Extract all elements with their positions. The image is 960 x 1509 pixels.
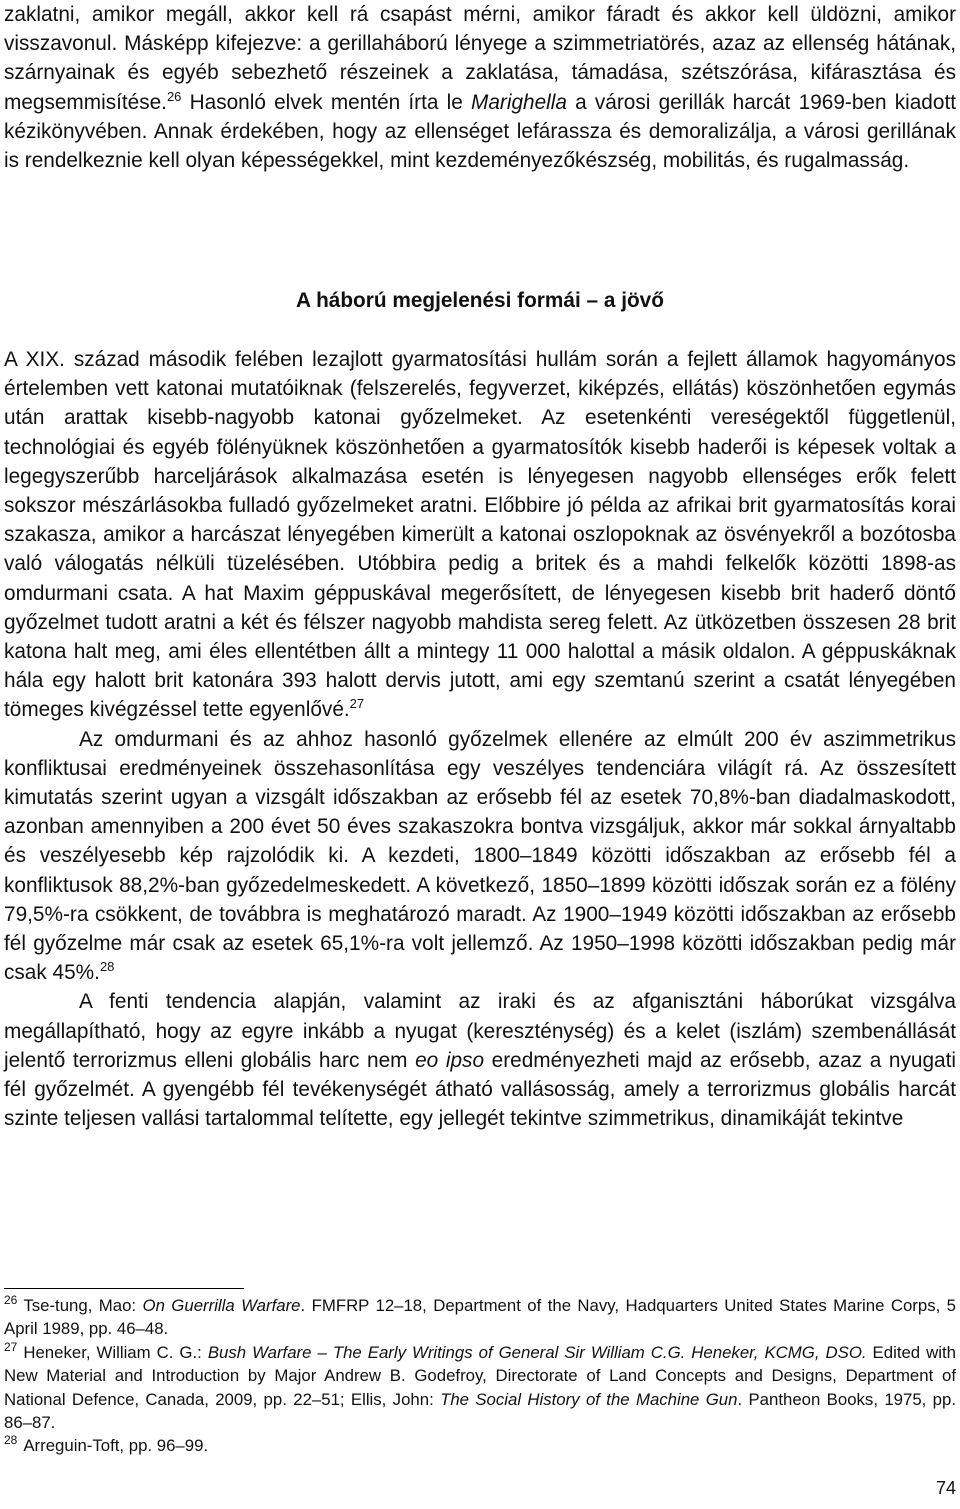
footnote-28 bbox=[4, 1434, 956, 1457]
footnotes bbox=[4, 1294, 956, 1458]
footnote-text: Tse-tung, Mao: bbox=[23, 1296, 143, 1315]
footnote-separator bbox=[4, 1288, 244, 1289]
footnote-text: Heneker, William C. G.: bbox=[23, 1342, 208, 1362]
footnote-ref-26[interactable]: 26 bbox=[166, 88, 182, 104]
section-heading: A háború megjelenési formái – a jövő bbox=[296, 289, 664, 312]
paragraph-text: eredményezheti majd az erősebb, azaz a nyugati fél győzelmét. A gyengébb fél tevékenységét átható vallásosság, amely a terrorizmus globális harcát szinte teljesen vallási tartalommal telítette, egy jellegét tekintve szimmetrikus, dinamikáját tekintve bbox=[4, 1048, 956, 1131]
footnote-text: Edited with New Material and Introduction by Major Andrew B. Godefroy, Directorate of Land Concepts and Designs, Department of National Defence, Canada, 2009, pp. 22–51; Ellis, John: bbox=[4, 1342, 957, 1409]
footnote-italic: The Social History of the Machine Gun bbox=[440, 1389, 738, 1409]
footnote-text: . Pantheon Books, 1975, pp. 86–87. bbox=[4, 1389, 956, 1433]
italic-text: eo ipso bbox=[415, 1048, 485, 1072]
paragraph-text: Az omdurmani és az ahhoz hasonló győzelmek ellenére az elmúlt 200 év aszimmetrikus konfliktusai eredményeinek összehasonlítása egy veszélyes tendenciára világít rá. Az összesített kimutatás szerint ugyan a vizsgált időszakban az erősebb fél az esetek 70,8%-ban diadalmaskodott, azonban amennyiben a 200 évet 50 éves szakaszokra bontva vizsgáljuk, akkor már sokkal árnyaltabb és veszélyesebb kép rajzolódik ki. A kezdeti, 1800–1849 közötti időszakban az erősebb fél a konfliktusok 88,2%-ban győzedelmeskedett. A következő, 1850–1899 közötti időszak során ez a fölény 79,5%-ra csökkent, de továbbra is meghatározó maradt. Az 1900–1949 közötti időszakban az erősebb fél győzelme már csak az esetek 65,1%-ra volt jellemző. Az 1950–1998 közötti időszakban pedig már csak 45%. bbox=[4, 727, 956, 985]
footnote-27 bbox=[4, 1341, 956, 1435]
footnote-text: . FMFRP 12–18, Department of the Navy, Hadquarters United States Marine Corps, 5 April 1989, pp. 46–48. bbox=[4, 1296, 957, 1339]
paragraph-text: Hasonló elvek mentén írta le bbox=[181, 90, 472, 114]
paragraph-text: A fenti tendencia alapján, valamint az iraki és az afganisztáni háborúkat vizsgálva megállapítható, hogy az egyre inkább a nyugat (kereszténység) és a kelet (iszlám) szembenállását jelentő terrorizmus elleni globális harc nem bbox=[4, 990, 956, 1072]
paragraph-text: a városi gerillák harcát 1969-ben kiadott kézikönyvében. Annak érdekében, hogy az ellenséget lefárassza és demoralizálja, a városi gerillának is rendelkeznie kell olyan képességekkel, mint kezdeményezőkészség, mobilitás, és rugalmasság. bbox=[4, 90, 956, 173]
paragraph-guerrilla bbox=[4, 0, 956, 175]
footnote-number: 27 bbox=[4, 1339, 18, 1354]
footnote-number: 26 bbox=[4, 1293, 18, 1307]
footnote-ref-28[interactable]: 28 bbox=[99, 959, 115, 975]
footnote-26 bbox=[4, 1294, 956, 1341]
paragraph-text: A XIX. század második felében lezajlott gyarmatosítási hullám során a fejlett államok hagyományos értelemben vett katonai mutatóiknak (felszerelés, fegyverzet, kiképzés, ellátás) köszönhetően egymás után arattak kisebb-nagyobb katonai győzelmeket. Az esetenkénti vereségektől függetlenül, technológiai és egyéb fölényüknek köszönhetően a gyarmatosítók kisebb haderői is képesek voltak a legegyszerűbb harceljárások alkalmazása esetén is lényegesen nagyobb ellenséges erők felett sokszor mészárlásokba fulladó győzelmeket aratni. Előbbire jó példa az afrikai brit gyarmatosítás korai szakasza, amikor a harcászat lényegében kimerült a katonai oszlopoknak az ösvényekről a bozótosba való válogatás nélküli tüzelésében. Utóbbira pedig a britek és a mahdi felkelők közötti 1898-as omdurmani csata. A hat Maxim géppuskával megerősített, de lényegesen kisebb brit haderő döntő győzelmet tudott aratni a két és félszer nagyobb mahdista sereg felett. Az ütközetben összesen 28 brit katona halt meg, ami éles ellentétben állt a mintegy 11 000 halottal a másik oldalon. A géppuskáknak hála egy halott brit katonára 393 halott dervis jutott, ami egy szemtanú szerint a csatát lényegében tömeges kivégzéssel tette egyenlővé. bbox=[4, 348, 956, 722]
footnote-text: Arreguin-Toft, pp. 96–99. bbox=[23, 1436, 209, 1456]
page-number: 74 bbox=[935, 1478, 956, 1498]
paragraph-colonial bbox=[4, 345, 956, 1133]
italic-text: Marighella bbox=[471, 90, 567, 114]
footnote-italic: Bush Warfare – The Early Writings of General Sir William C.G. Heneker, KCMG, DSO. bbox=[207, 1342, 867, 1362]
footnote-italic: On Guerrilla Warfare bbox=[142, 1296, 301, 1315]
footnote-ref-27[interactable]: 27 bbox=[349, 696, 365, 712]
footnote-number: 28 bbox=[4, 1433, 18, 1448]
paragraph-text: zaklatni, amikor megáll, akkor kell rá csapást mérni, amikor fáradt és akkor kell üldözni, amikor visszavonul. Másképp kifejezve: a gerillaháború lényege a szimmetriatörés, azaz az ellenség hátának, szárnyainak és egyéb sebezhető részeinek a zaklatása, támadása, szétszórása, kifárasztása és megsemmisítése. bbox=[4, 3, 956, 114]
